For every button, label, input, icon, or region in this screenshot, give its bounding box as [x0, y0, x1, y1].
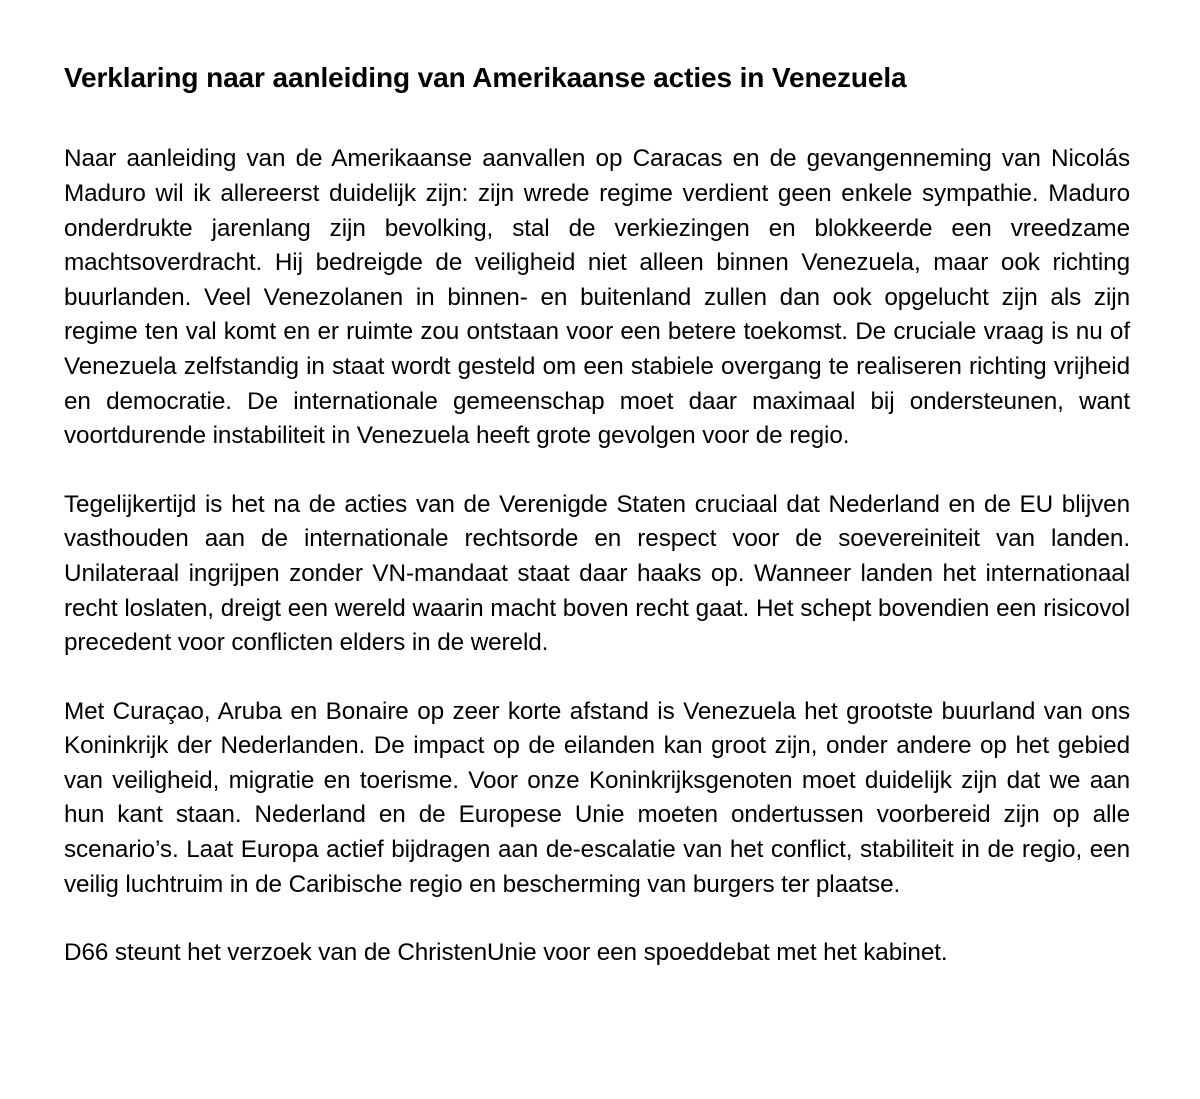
- document-title: Verklaring naar aanleiding van Amerikaanse acties in Venezuela: [64, 62, 907, 93]
- statement-document: [64, 60, 1130, 971]
- paragraph-d66-support: D66 steunt het verzoek van de ChristenUnie voor een spoeddebat met het kabinet.: [64, 939, 948, 967]
- paragraph-international-law: Tegelijkertijd is het na de acties van de Verenigde Staten cruciaal dat Nederland en de EU blijven vasthouden aan de internationale rechtsorde en respect voor de soevereiniteit van landen. Unilateraal ingrijpen zonder VN-mandaat staat daar haaks op. Wanneer landen het internationaal recht loslaten, dreigt een wereld waarin macht boven recht gaat. Het schept bovendien een risicovol precedent voor conflicten elders in de wereld.: [64, 490, 1130, 657]
- paragraph-kingdom-islands: Met Curaçao, Aruba en Bonaire op zeer korte afstand is Venezuela het grootste buurland van ons Koninkrijk der Nederlanden. De impact op de eilanden kan groot zijn, onder andere op het gebied van veiligheid, migratie en toerisme. Voor onze Koninkrijksgenoten moet duidelijk zijn dat we aan hun kant staan. Nederland en de Europese Unie moeten ondertussen voorbereid zijn op alle scenario’s. Laat Europa actief bijdragen aan de-escalatie van het conflict, stabiliteit in de regio, een veilig luchtruim in de Caribische regio en bescherming van burgers ter plaatse.: [64, 697, 1130, 898]
- paragraph-maduro-regime: Naar aanleiding van de Amerikaanse aanvallen op Caracas en de gevangenneming van Nicolás Maduro wil ik allereerst duidelijk zijn: zijn wrede regime verdient geen enkele sympathie. Maduro onderdrukte jarenlang zijn bevolking, stal de verkiezingen en blokkeerde een vreedzame machtsoverdracht. Hij bedreigde de veiligheid niet alleen binnen Venezuela, maar ook richting buurlanden. Veel Venezolanen in binnen- en buitenland zullen dan ook opgelucht zijn als zijn regime ten val komt en er ruimte zou ontstaan voor een betere toekomst. De cruciale vraag is nu of Venezuela zelfstandig in staat wordt gesteld om een stabiele overgang te realiseren richting vrijheid en democratie. De internationale gemeenschap moet daar maximaal bij ondersteunen, want voortdurende instabiliteit in Venezuela heeft grote gevolgen voor de regio.: [64, 145, 1130, 450]
